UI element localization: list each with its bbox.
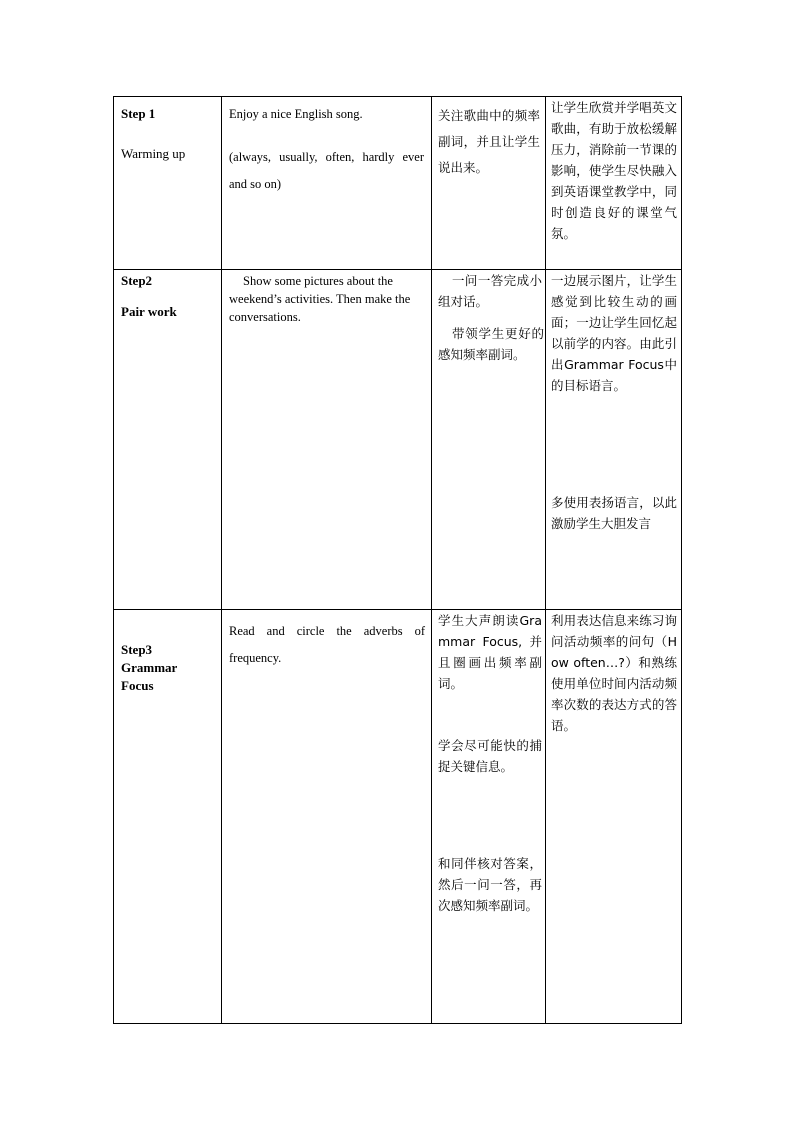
step2-purpose-cell bbox=[546, 270, 682, 610]
step1-purpose-text: 让学生欣赏并学唱英文歌曲，有助于放松缓解压力，消除前一节课的影响，使学生尽快融入到英语课堂教学中，同时创造良好的课堂气氛。 bbox=[551, 100, 677, 241]
step3-activity-cell bbox=[222, 610, 432, 1024]
step2-purpose-p1: 一边展示图片，让学生感觉到比较生动的画面；一边让学生回忆起以前学的内容。由此引出Grammar Focus中的目标语言。 bbox=[551, 273, 677, 393]
step2-purpose-p2: 多使用表扬语言，以此激励学生大胆发言 bbox=[551, 495, 677, 531]
step3-sub: Grammar Focus bbox=[121, 660, 178, 693]
step2-student-p2: 带领学生更好的感知频率副词。 bbox=[438, 326, 544, 362]
step1-activity-cell bbox=[222, 97, 432, 270]
step2-student-cell bbox=[432, 270, 546, 610]
step2-sub: Pair work bbox=[121, 304, 177, 319]
step3-label: Step3 bbox=[121, 642, 153, 657]
step3-student-p3: 和同伴核对答案，然后一问一答，再次感知频率副词。 bbox=[438, 856, 542, 913]
step3-purpose-p1: 利用表达信息来练习询问活动频率的问句（How often…?）和熟练使用单位时间内活动频率次数的表达方式的答语。 bbox=[551, 613, 677, 733]
step3-student-p1: 学生大声朗读Grammar Focus, 并且圈画出频率副词。 bbox=[438, 613, 542, 691]
step3-student-p2: 学会尽可能快的捕捉关键信息。 bbox=[438, 738, 542, 774]
step2-label-cell bbox=[114, 270, 222, 610]
step2-activity-cell bbox=[222, 270, 432, 610]
table-row-step1 bbox=[114, 97, 682, 270]
step1-sub: Warming up bbox=[121, 146, 186, 161]
lesson-plan-table bbox=[113, 96, 682, 1024]
step1-student-cell bbox=[432, 97, 546, 270]
step1-activity-line1: Enjoy a nice English song. bbox=[229, 107, 363, 121]
step2-activity-text: Show some pictures about the weekend’s activities. Then make the conversations. bbox=[229, 274, 411, 324]
table-row-step3 bbox=[114, 610, 682, 1024]
step3-student-cell bbox=[432, 610, 546, 1024]
table-row-step2 bbox=[114, 270, 682, 610]
step3-label-cell bbox=[114, 610, 222, 1024]
step3-activity-text: Read and circle the adverbs of frequency. bbox=[229, 624, 425, 665]
step1-purpose-cell bbox=[546, 97, 682, 270]
step1-student-text: 关注歌曲中的频率副词，并且让学生说出来。 bbox=[438, 108, 540, 175]
step2-label: Step2 bbox=[121, 273, 153, 288]
step2-student-p1: 一问一答完成小组对话。 bbox=[438, 273, 542, 309]
step1-label-cell bbox=[114, 97, 222, 270]
step1-activity-line2: (always, usually, often, hardly ever and so on) bbox=[229, 150, 424, 191]
step3-purpose-cell bbox=[546, 610, 682, 1024]
step1-label: Step 1 bbox=[121, 106, 156, 121]
